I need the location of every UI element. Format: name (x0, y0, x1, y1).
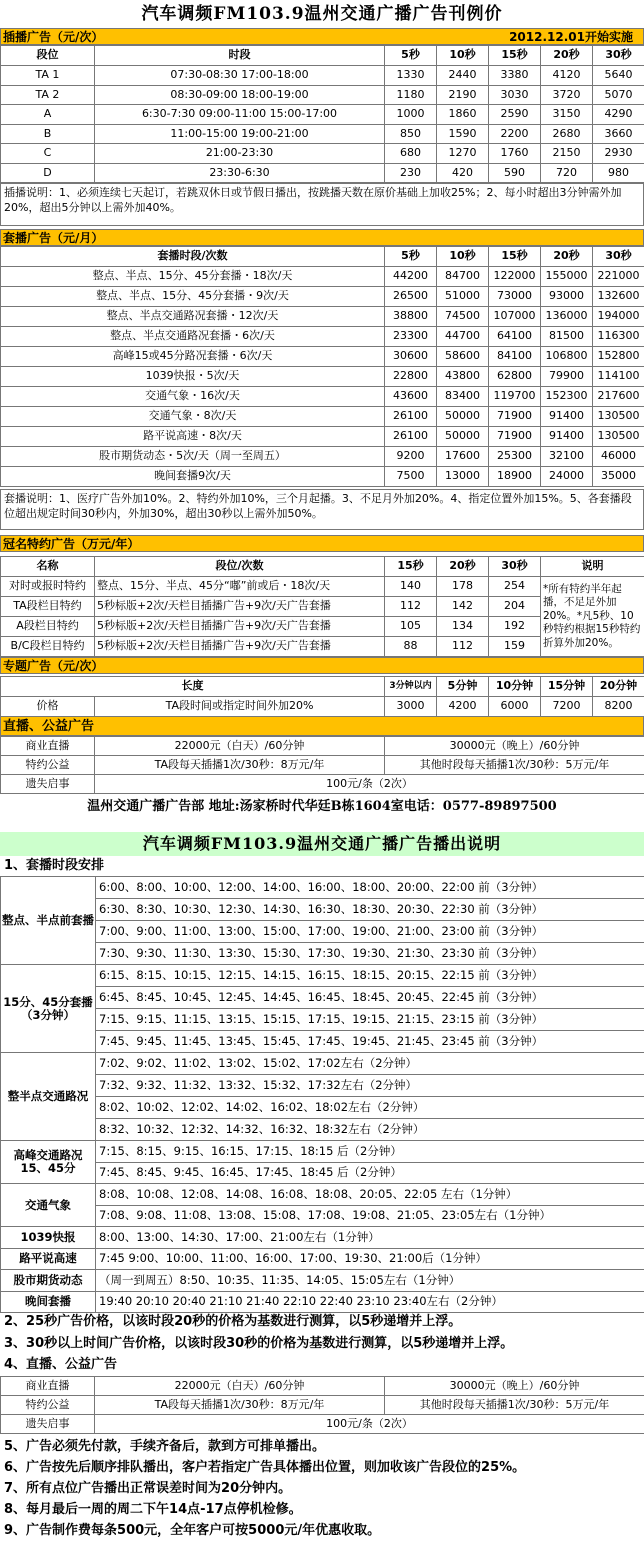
live-table (0, 736, 644, 794)
table-row (1, 737, 644, 756)
note-5: 5、广告必须先付款，手续齐备后，款到方可排单播出。 (4, 1439, 326, 1454)
col-header: 5秒 (385, 46, 437, 66)
table-cell: 130500 (593, 427, 644, 447)
col-header: 套播时段/次数 (1, 247, 385, 267)
table-row (1, 467, 644, 487)
col-header: 30秒 (593, 46, 644, 66)
package-header-row (1, 247, 644, 267)
table-row (1, 105, 644, 125)
schedule-times: 6:30、8:30、10:30、12:30、14:30、16:30、18:30、20:30、22:30 前（3分钟） (96, 899, 644, 921)
schedule-times: 6:00、8:00、10:00、12:00、14:00、16:00、18:00、20:00、22:00 前（3分钟） (96, 877, 644, 899)
special-table (0, 676, 644, 717)
schedule-section-label: 1、套播时段安排 (4, 858, 105, 873)
table-cell: 11:00-15:00 19:00-21:00 (95, 124, 385, 144)
col-header: 说明 (541, 557, 644, 577)
table-cell: 2930 (593, 144, 644, 164)
schedule-table (0, 876, 644, 1313)
table-row (1, 877, 644, 899)
note-8: 8、每月最后一周的周二下午14点-17点停机检修。 (4, 1502, 302, 1517)
insert-table (0, 45, 644, 183)
effective-date: 2012.12.01开始实施 (509, 30, 633, 44)
table-cell: 3150 (541, 105, 593, 125)
table-cell: 44700 (437, 327, 489, 347)
sponsor-header-row (1, 557, 644, 577)
table-cell: 3030 (489, 85, 541, 105)
col-header: 15分钟 (541, 677, 593, 697)
table-row (1, 775, 644, 794)
table-cell: 230 (385, 163, 437, 183)
table-row (1, 163, 644, 183)
table-cell: 134 (437, 617, 489, 637)
table-cell: 130500 (593, 407, 644, 427)
table-row (1, 66, 644, 86)
table-cell: 71900 (489, 407, 541, 427)
table-cell: 其他时段每天插播1次/30秒：5万元/年 (385, 756, 644, 775)
table-cell: 58600 (437, 347, 489, 367)
table-cell: 价格 (1, 697, 95, 717)
col-header: 15秒 (385, 557, 437, 577)
table-cell: 112 (437, 637, 489, 657)
table-cell: B/C段栏目特约 (1, 637, 95, 657)
table-cell: 9200 (385, 447, 437, 467)
table-cell: 遗失启事 (1, 775, 95, 794)
table-cell: A (1, 105, 95, 125)
table-row (1, 367, 644, 387)
col-header: 20秒 (541, 247, 593, 267)
table-cell: 720 (541, 163, 593, 183)
table-cell: 35000 (593, 467, 644, 487)
table-row (1, 1184, 644, 1206)
schedule-category: 整半点交通路况 (1, 1053, 96, 1141)
schedule-times: 7:30、9:30、11:30、13:30、15:30、17:30、19:30、21:30、23:30 前（3分钟） (96, 943, 644, 965)
table-cell: 91400 (541, 407, 593, 427)
table-row (1, 1075, 644, 1097)
table-cell: 22800 (385, 367, 437, 387)
table-cell: 8200 (593, 697, 644, 717)
table-cell: 192 (489, 617, 541, 637)
table-row (1, 987, 644, 1009)
table-cell: 整点、半点交通路况套播・12次/天 (1, 307, 385, 327)
table-cell: D (1, 163, 95, 183)
table-cell: 23:30-6:30 (95, 163, 385, 183)
table-cell: 4290 (593, 105, 644, 125)
table-cell: 24000 (541, 467, 593, 487)
schedule-category: 路平说高速 (1, 1248, 96, 1270)
table-row (1, 124, 644, 144)
table-cell: 83400 (437, 387, 489, 407)
table-cell: 132600 (593, 287, 644, 307)
schedule-times: 8:02、10:02、12:02、14:02、16:02、18:02左右（2分钟） (96, 1097, 644, 1119)
table-cell: 420 (437, 163, 489, 183)
table-cell: 122000 (489, 267, 541, 287)
table-cell: 217600 (593, 387, 644, 407)
note-6: 6、广告按先后顺序排队播出，客户若指定广告具体播出位置，则加收该广告段位的25%。 (4, 1460, 526, 1475)
col-header: 段位/次数 (95, 557, 385, 577)
table-row (1, 1141, 644, 1163)
table-row (1, 965, 644, 987)
table-cell: 其他时段每天插播1次/30秒：5万元/年 (385, 1396, 644, 1415)
schedule-times: 7:45、9:45、11:45、13:45、15:45、17:45、19:45、21:45、23:45 前（3分钟） (96, 1031, 644, 1053)
live-section-header: 直播、公益广告 (0, 716, 644, 736)
table-cell: 84700 (437, 267, 489, 287)
table-cell: 152800 (593, 347, 644, 367)
schedule-times: 8:00、13:00、14:30、17:00、21:00左右（1分钟） (96, 1227, 644, 1249)
table-cell: 850 (385, 124, 437, 144)
table-cell: 交通气象・16次/天 (1, 387, 385, 407)
table-cell: 21:00-23:30 (95, 144, 385, 164)
table-cell: 62800 (489, 367, 541, 387)
table-cell: 204 (489, 597, 541, 617)
table-cell: 93000 (541, 287, 593, 307)
table-cell: 590 (489, 163, 541, 183)
table-row (1, 943, 644, 965)
table-cell: 73000 (489, 287, 541, 307)
col-header: 时段 (95, 46, 385, 66)
table-cell: 84100 (489, 347, 541, 367)
col-header: 名称 (1, 557, 95, 577)
col-header: 20秒 (541, 46, 593, 66)
table-row (1, 1415, 644, 1434)
schedule-category: 15分、45分套播（3分钟） (1, 965, 96, 1053)
sponsor-section-header: 冠名特约广告（万元/年） (0, 535, 644, 552)
schedule-category: 晚间套播 (1, 1291, 96, 1313)
table-cell: 特约公益 (1, 756, 95, 775)
table-cell: 152300 (541, 387, 593, 407)
table-cell: 5070 (593, 85, 644, 105)
table-row (1, 1205, 644, 1227)
table-row (1, 921, 644, 943)
table-cell: 整点、半点、15分、45分套播・9次/天 (1, 287, 385, 307)
table-cell: 254 (489, 577, 541, 597)
sponsor-remark: *所有特约半年起播，不足足外加20%。*凡5秒、10秒特约根据15秒特约折算外加20%。 (541, 577, 644, 657)
table-cell: 30000元（晚上）/60分钟 (385, 1377, 644, 1396)
table-cell: 114100 (593, 367, 644, 387)
table-cell: TA段每天插播1次/30秒：8万元/年 (95, 756, 385, 775)
table-cell: 对时或报时特约 (1, 577, 95, 597)
table-cell: 遗失启事 (1, 1415, 95, 1434)
table-row (1, 577, 644, 597)
table-cell: 88 (385, 637, 437, 657)
table-row (1, 1227, 644, 1249)
col-header: 15秒 (489, 46, 541, 66)
table-row (1, 1031, 644, 1053)
schedule-times: 7:00、9:00、11:00、13:00、15:00、17:00、19:00、21:00、23:00 前（3分钟） (96, 921, 644, 943)
table-cell: 74500 (437, 307, 489, 327)
table-cell: 26100 (385, 407, 437, 427)
table-cell: 51000 (437, 287, 489, 307)
table-cell: 44200 (385, 267, 437, 287)
table-cell: 25300 (489, 447, 541, 467)
table-cell: 晚间套播9次/天 (1, 467, 385, 487)
table-cell: 159 (489, 637, 541, 657)
table-cell: 221000 (593, 267, 644, 287)
table-cell: 5秒标版+2次/天栏目插播广告+9次/天广告套播 (95, 637, 385, 657)
schedule-times: 6:45、8:45、10:45、12:45、14:45、16:45、18:45、20:45、22:45 前（3分钟） (96, 987, 644, 1009)
table-cell: 71900 (489, 427, 541, 447)
special-section-header: 专题广告（元/次） (0, 657, 644, 674)
table-cell: TA 1 (1, 66, 95, 86)
table-cell: 6000 (489, 697, 541, 717)
note-3: 3、30秒以上时间广告价格，以该时段30秒的价格为基数进行测算，以5秒递增并上浮。 (4, 1336, 514, 1351)
table-row (1, 144, 644, 164)
table-row (1, 1119, 644, 1141)
table-row (1, 407, 644, 427)
col-header: 10分钟 (489, 677, 541, 697)
table-cell: 106800 (541, 347, 593, 367)
table-cell: 91400 (541, 427, 593, 447)
table-cell: 17600 (437, 447, 489, 467)
table-cell: 股市期货动态・5次/天（周一至周五） (1, 447, 385, 467)
schedule-times: 6:15、8:15、10:15、12:15、14:15、16:15、18:15、20:15、22:15 前（3分钟） (96, 965, 644, 987)
schedule-times: 8:32、10:32、12:32、14:32、16:32、18:32左右（2分钟） (96, 1119, 644, 1141)
table-cell: C (1, 144, 95, 164)
table-cell: 980 (593, 163, 644, 183)
table-row (1, 1291, 644, 1313)
table-cell: 1000 (385, 105, 437, 125)
table-row (1, 347, 644, 367)
table-cell: TA段时间或指定时间外加20% (95, 697, 385, 717)
table-cell: 46000 (593, 447, 644, 467)
note-9: 9、广告制作费每条500元，全年客户可按5000元/年优惠收取。 (4, 1523, 381, 1538)
col-header: 15秒 (489, 247, 541, 267)
table-row (1, 1377, 644, 1396)
table-cell: B (1, 124, 95, 144)
table-row (1, 1396, 644, 1415)
table-cell: 50000 (437, 407, 489, 427)
col-header: 5分钟 (437, 677, 489, 697)
col-header: 10秒 (437, 247, 489, 267)
table-cell: 5640 (593, 66, 644, 86)
schedule-times: 7:32、9:32、11:32、13:32、15:32、17:32左右（2分钟） (96, 1075, 644, 1097)
table-cell: 81500 (541, 327, 593, 347)
table-cell: 3000 (385, 697, 437, 717)
schedule-times: 19:40 20:10 20:40 21:10 21:40 22:10 22:40 23:10 23:40左右（2分钟） (96, 1291, 644, 1313)
table-cell: 112 (385, 597, 437, 617)
table-row (1, 447, 644, 467)
table-cell: TA段栏目特约 (1, 597, 95, 617)
schedule-category: 高峰交通路况15、45分 (1, 1141, 96, 1184)
special-header-row (1, 677, 644, 697)
table-cell: 2190 (437, 85, 489, 105)
table-row (1, 899, 644, 921)
table-cell: 3660 (593, 124, 644, 144)
table-row (1, 327, 644, 347)
table-cell: 22000元（白天）/60分钟 (95, 1377, 385, 1396)
table-cell: 2440 (437, 66, 489, 86)
schedule-times: 7:45、8:45、9:45、16:45、17:45、18:45 后（2分钟） (96, 1162, 644, 1184)
page-title: 汽车调频FM103.9温州交通广播广告刊例价 (141, 4, 503, 24)
table-cell: 178 (437, 577, 489, 597)
table-cell: 2200 (489, 124, 541, 144)
table-row (1, 1248, 644, 1270)
table-cell: 140 (385, 577, 437, 597)
live-table-repeat (0, 1376, 644, 1434)
schedule-category: 股市期货动态 (1, 1270, 96, 1292)
table-cell: 整点、半点交通路况套播・6次/天 (1, 327, 385, 347)
table-row (1, 1097, 644, 1119)
table-row (1, 427, 644, 447)
col-header: 3分钟以内 (385, 677, 437, 697)
col-header: 5秒 (385, 247, 437, 267)
table-cell: 4120 (541, 66, 593, 86)
package-table (0, 246, 644, 487)
table-cell: 43600 (385, 387, 437, 407)
table-row (1, 756, 644, 775)
table-cell: 13000 (437, 467, 489, 487)
table-cell: 680 (385, 144, 437, 164)
schedule-times: 7:08、9:08、11:08、13:08、15:08、17:08、19:08、21:05、23:05左右（1分钟） (96, 1205, 644, 1227)
schedule-category: 整点、半点前套播 (1, 877, 96, 965)
note-2: 2、25秒广告价格，以该时段20秒的价格为基数进行测算，以5秒递增并上浮。 (4, 1314, 462, 1329)
table-cell: 32100 (541, 447, 593, 467)
table-row (1, 387, 644, 407)
table-cell: TA段每天插播1次/30秒：8万元/年 (95, 1396, 385, 1415)
table-cell: 特约公益 (1, 1396, 95, 1415)
schedule-times: 7:45 9:00、10:00、11:00、16:00、17:00、19:30、21:00后（1分钟） (96, 1248, 644, 1270)
note-7: 7、所有点位广告播出正常误差时间为20分钟内。 (4, 1481, 292, 1496)
schedule-category: 1039快报 (1, 1227, 96, 1249)
table-cell: 7200 (541, 697, 593, 717)
table-cell: 高峰15或45分路况套播・6次/天 (1, 347, 385, 367)
table-cell: 2680 (541, 124, 593, 144)
insert-section-label: 插播广告（元/次） (3, 30, 104, 44)
col-header: 20分钟 (593, 677, 644, 697)
table-cell: 30000元（晚上）/60分钟 (385, 737, 644, 756)
insert-header-row (1, 46, 644, 66)
package-note: 套播说明：1、医疗广告外加10%。2、特约外加10%，三个月起播。3、不足月外加20%。4、指定位置外加15%。5、各套播段位超出规定时间30秒内，外加30%，超出30秒以上需外加50%。 (0, 489, 644, 530)
table-cell: 5秒标版+2次/天栏目插播广告+9次/天广告套播 (95, 617, 385, 637)
table-cell: 23300 (385, 327, 437, 347)
table-cell: 2590 (489, 105, 541, 125)
table-cell: 6:30-7:30 09:00-11:00 15:00-17:00 (95, 105, 385, 125)
table-cell: 1039快报・5次/天 (1, 367, 385, 387)
table-cell: 107000 (489, 307, 541, 327)
table-cell: 64100 (489, 327, 541, 347)
table-row (1, 1270, 644, 1292)
table-cell: 3720 (541, 85, 593, 105)
col-header: 长度 (1, 677, 385, 697)
col-header: 30秒 (489, 557, 541, 577)
sponsor-table (0, 556, 644, 657)
table-cell: 1180 (385, 85, 437, 105)
table-cell: 2150 (541, 144, 593, 164)
package-section-header: 套播广告（元/月） (0, 229, 644, 246)
broadcast-notes-title: 汽车调频FM103.9温州交通广播广告播出说明 (0, 832, 644, 856)
table-cell: 79900 (541, 367, 593, 387)
table-cell: 1330 (385, 66, 437, 86)
table-cell: 3380 (489, 66, 541, 86)
table-cell: TA 2 (1, 85, 95, 105)
col-header: 20秒 (437, 557, 489, 577)
table-cell: 136000 (541, 307, 593, 327)
table-row (1, 307, 644, 327)
table-cell: 30600 (385, 347, 437, 367)
table-cell: 整点、15分、半点、45分“嘟”前或后・18次/天 (95, 577, 385, 597)
table-cell: 100元/条（2次） (95, 775, 644, 794)
col-header: 30秒 (593, 247, 644, 267)
col-header: 段位 (1, 46, 95, 66)
insert-note: 插播说明：1、必须连续七天起订，若跳双休日或节假日播出，按跳播天数在原价基础上加收25%；2、每小时超出3分钟需外加20%，超出5分钟以上需外加40%。 (0, 183, 644, 226)
table-cell: 26500 (385, 287, 437, 307)
table-cell: 142 (437, 597, 489, 617)
schedule-times: （周一到周五）8:50、10:35、11:35、14:05、15:05左右（1分钟） (96, 1270, 644, 1292)
table-cell: 整点、半点、15分、45分套播・18次/天 (1, 267, 385, 287)
table-cell: 路平说高速・8次/天 (1, 427, 385, 447)
col-header: 10秒 (437, 46, 489, 66)
table-row (1, 1053, 644, 1075)
table-cell: 105 (385, 617, 437, 637)
table-cell: 07:30-08:30 17:00-18:00 (95, 66, 385, 86)
table-cell: 08:30-09:00 18:00-19:00 (95, 85, 385, 105)
table-cell: 5秒标版+2次/天栏目插播广告+9次/天广告套播 (95, 597, 385, 617)
table-cell: 交通气象・8次/天 (1, 407, 385, 427)
table-cell: 商业直播 (1, 1377, 95, 1396)
table-cell: 4200 (437, 697, 489, 717)
table-row (1, 1162, 644, 1184)
table-cell: 26100 (385, 427, 437, 447)
schedule-times: 8:08、10:08、12:08、14:08、16:08、18:08、20:05、22:05 左右（1分钟） (96, 1184, 644, 1206)
table-row (1, 1009, 644, 1031)
address-line: 温州交通广播广告部 地址:汤家桥时代华廷B栋1604室电话：0577-89897500 (87, 799, 557, 814)
table-row (1, 697, 644, 717)
table-row (1, 85, 644, 105)
table-row (1, 287, 644, 307)
table-cell: 50000 (437, 427, 489, 447)
schedule-times: 7:02、9:02、11:02、13:02、15:02、17:02左右（2分钟） (96, 1053, 644, 1075)
table-cell: 38800 (385, 307, 437, 327)
table-cell: A段栏目特约 (1, 617, 95, 637)
table-cell: 155000 (541, 267, 593, 287)
schedule-times: 7:15、8:15、9:15、16:15、17:15、18:15 后（2分钟） (96, 1141, 644, 1163)
table-cell: 43800 (437, 367, 489, 387)
schedule-times: 7:15、9:15、11:15、13:15、15:15、17:15、19:15、21:15、23:15 前（3分钟） (96, 1009, 644, 1031)
table-cell: 1760 (489, 144, 541, 164)
insert-section-header (0, 28, 644, 45)
table-cell: 商业直播 (1, 737, 95, 756)
table-cell: 100元/条（2次） (95, 1415, 644, 1434)
schedule-category: 交通气象 (1, 1184, 96, 1227)
table-cell: 116300 (593, 327, 644, 347)
table-row (1, 267, 644, 287)
table-cell: 1590 (437, 124, 489, 144)
table-cell: 119700 (489, 387, 541, 407)
table-cell: 1270 (437, 144, 489, 164)
table-cell: 7500 (385, 467, 437, 487)
table-cell: 194000 (593, 307, 644, 327)
table-cell: 1860 (437, 105, 489, 125)
note-4: 4、直播、公益广告 (4, 1357, 118, 1372)
table-cell: 22000元（白天）/60分钟 (95, 737, 385, 756)
table-cell: 18900 (489, 467, 541, 487)
